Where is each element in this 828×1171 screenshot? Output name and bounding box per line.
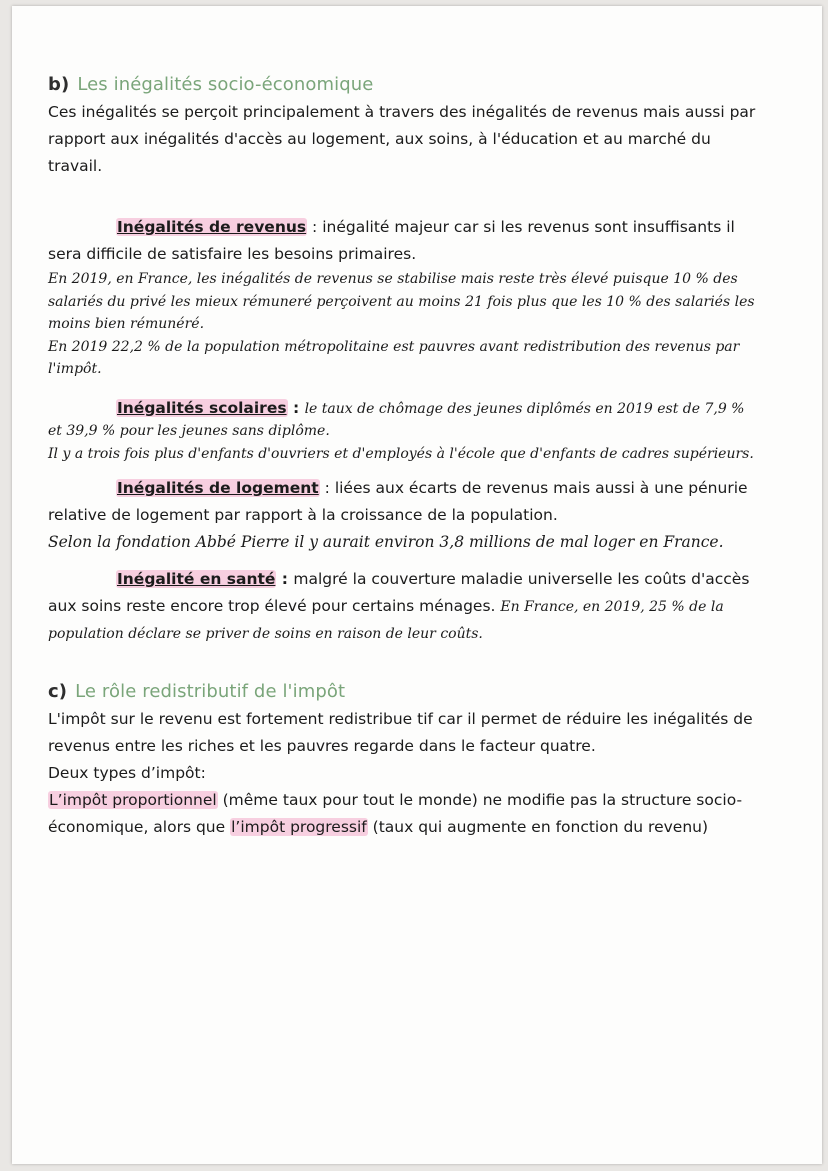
- scolaires-text: le taux de chômage des jeunes diplômés en 2019 est de 7,9 % et 39,9 % pour les jeunes sans diplôme.: [48, 400, 745, 439]
- revenus-detail-2: En 2019 22,2 % de la population métropolitaine est pauvres avant redistribution des revenus par l'impôt.: [48, 338, 740, 377]
- section-c-title: Le rôle redistributif de l'impôt: [75, 681, 346, 702]
- section-b-letter: b): [48, 74, 70, 95]
- sante-text: malgré la couverture maladie universelle les coûts d'accès aux soins reste encore trop élevé pour certains ménages.: [48, 570, 750, 615]
- logement-text: liées aux écarts de revenus mais aussi à une pénurie relative de logement par rapport à la croissance de la population.: [48, 479, 748, 524]
- revenus-sep: :: [307, 218, 323, 236]
- progressive-tax-text: (taux qui augmente en fonction du revenu): [367, 818, 709, 836]
- scolaires-term: Inégalités scolaires: [117, 398, 287, 417]
- revenus-term: Inégalités de revenus: [117, 218, 307, 236]
- section-b-intro: Ces inégalités se perçoit principalement à travers des inégalités de revenus mais aussi par rapport aux inégalités d'accès au logement, aux soins, à l'éducation et au marché du travail.: [48, 103, 756, 175]
- logement-sep: :: [319, 479, 335, 497]
- logement-term: Inégalités de logement: [117, 479, 319, 497]
- section-c-letter: c): [48, 681, 68, 702]
- section-c-heading: [48, 681, 758, 702]
- logement-paragraph: [48, 475, 758, 529]
- revenus-detail-1: En 2019, en France, les inégalités de revenus se stabilise mais reste très élevé puisque 10 % des salariés du privé les mieux rémuneré perçoivent au moins 21 fois plus que les 10 % des salariés les moins bien rémunéré.: [48, 271, 755, 332]
- scolaires-paragraph: [48, 397, 758, 443]
- section-b-heading: [48, 74, 758, 95]
- revenus-text: inégalité majeur car si les revenus sont insuffisants il sera difficile de satisfaire les besoins primaires.: [48, 218, 735, 263]
- sante-paragraph: [48, 566, 758, 647]
- sante-sep: :: [276, 570, 294, 588]
- proportional-tax-text: (même taux pour tout le monde) ne modifie pas la structure socio-économique, alors que: [48, 791, 743, 836]
- scolaires-sep: :: [287, 398, 305, 417]
- document-content: [48, 74, 758, 841]
- section-b-title: Les inégalités socio-économique: [77, 74, 374, 95]
- logement-detail-1: Selon la fondation Abbé Pierre il y aurait environ 3,8 millions de mal loger en France.: [48, 533, 724, 551]
- progressive-tax-term: l’impôt progressif: [231, 818, 367, 836]
- section-c-intro: L'impôt sur le revenu est fortement redistribue tif car il permet de réduire les inégalités de revenus entre les riches et les pauvres regarde dans le facteur quatre.: [48, 710, 753, 755]
- revenus-paragraph: [48, 214, 758, 268]
- document-page: [12, 6, 822, 1164]
- sante-term: Inégalité en santé: [117, 570, 276, 588]
- sante-detail-1: En France, en 2019, 25 % de la population déclare se priver de soins en raison de leur coûts.: [48, 599, 724, 642]
- tax-types-label: Deux types d’impôt:: [48, 764, 206, 782]
- tax-types-paragraph: [48, 787, 758, 841]
- scolaires-detail-1: Il y a trois fois plus d'enfants d'ouvriers et d'employés à l'école que d'enfants de cadres supérieurs.: [48, 445, 754, 462]
- proportional-tax-term: L’impôt proportionnel: [49, 791, 217, 809]
